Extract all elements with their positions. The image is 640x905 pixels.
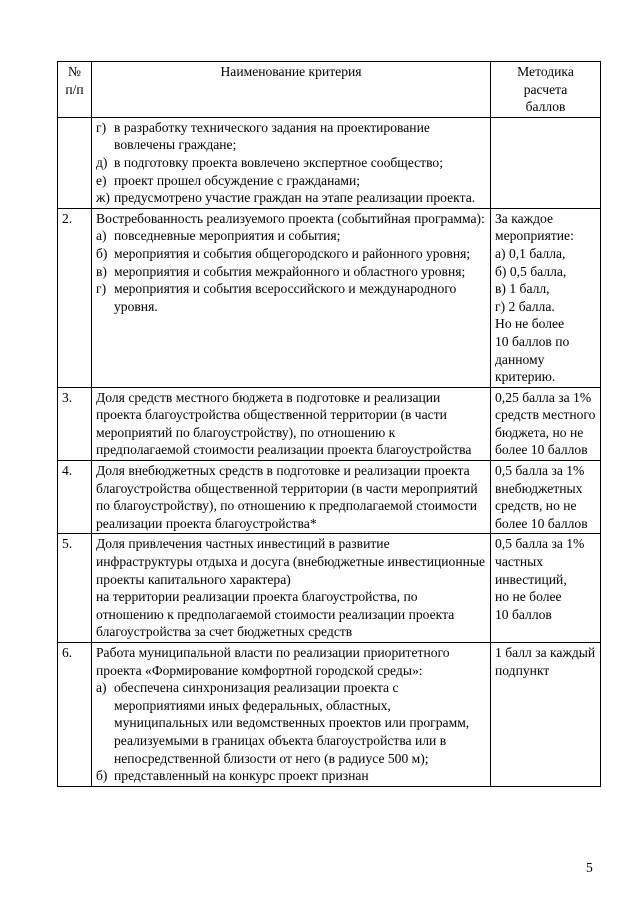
criterion-name [92, 461, 491, 534]
criterion-name [92, 387, 491, 460]
scoring-method-line: бюджета, но не [495, 424, 584, 440]
scoring-method-line: частных [495, 554, 544, 570]
row-number: 6. [58, 643, 92, 787]
criterion-name [92, 208, 491, 387]
list-item-text: обеспечена синхронизация реализации проекта с мероприятиями иных федеральных, областных, муниципальных или ведомственных проектов или программ, реализуемыми в границах объекта благоустройства или в непосредственной близости от него (в радиусе 500 м); [114, 680, 470, 766]
criteria-table [57, 61, 601, 787]
scoring-method [491, 387, 601, 460]
scoring-method-line: 10 баллов [495, 606, 552, 622]
list-item-text: представленный на конкурс проект признан [114, 768, 369, 784]
scoring-method-line: средств, но не [495, 498, 577, 514]
scoring-method-line: подпункт [495, 662, 550, 678]
scoring-method-line: в) 1 балл, [495, 281, 550, 297]
list-item-marker: а) [96, 680, 107, 696]
list-item-marker: ж) [96, 190, 110, 206]
table-row [58, 117, 601, 208]
criterion-text: Востребованность реализуемого проекта (событийная программа): [96, 210, 485, 226]
list-item-text: мероприятия и события межрайонного и областного уровня; [114, 263, 466, 279]
scoring-method-line: Но не более [495, 316, 565, 332]
list-item [96, 263, 486, 281]
table-row [58, 208, 601, 387]
scoring-method-line: средств местного [495, 407, 596, 423]
row-number: 5. [58, 534, 92, 643]
table-row [58, 461, 601, 534]
scoring-method-line: 0,5 балла за 1% [495, 463, 585, 479]
scoring-method-line: г) 2 балла. [495, 298, 555, 314]
scoring-method [491, 208, 601, 387]
list-item-text: предусмотрено участие граждан на этапе реализации проекта. [114, 190, 476, 206]
scoring-method [491, 534, 601, 643]
criterion-text: Доля привлечения частных инвестиций в развитие инфраструктуры отдыха и досуга (внебюджетные инвестиционные проекты капитального характера) [96, 536, 486, 587]
list-item [96, 119, 486, 154]
scoring-method-line: 0,25 балла за 1% [495, 389, 592, 405]
page-number: 5 [586, 860, 593, 875]
scoring-method-line: но не более [495, 589, 562, 605]
criterion-name [92, 643, 491, 787]
row-number: 2. [58, 208, 92, 387]
criterion-name [92, 534, 491, 643]
list-item-text: в разработку технического задания на проектирование вовлечены граждане; [114, 119, 430, 153]
criterion-subitems [96, 679, 486, 785]
list-item-marker: б) [96, 245, 108, 261]
scoring-method-line: инвестиций, [495, 571, 567, 587]
scoring-method-line: более 10 баллов [495, 442, 588, 458]
list-item [96, 767, 486, 785]
table-row [58, 643, 601, 787]
scoring-method-line: данному [495, 351, 545, 367]
scoring-method-line: более 10 баллов [495, 515, 588, 531]
scoring-method-line: 0,5 балла за 1% [495, 536, 585, 552]
criterion-name [92, 117, 491, 208]
list-item-text: проект прошел обсуждение с гражданами; [114, 172, 361, 188]
row-number [58, 117, 92, 208]
list-item-text: повседневные мероприятия и события; [114, 228, 341, 244]
scoring-method-line: мероприятие: [495, 228, 574, 244]
list-item-marker: а) [96, 228, 107, 244]
header-criterion-name: Наименование критерия [92, 62, 491, 118]
list-item-marker: в) [96, 263, 107, 279]
row-number: 3. [58, 387, 92, 460]
header-number: № п/п [58, 62, 92, 118]
list-item-marker: г) [96, 119, 107, 135]
scoring-method [491, 643, 601, 787]
list-item [96, 245, 486, 263]
list-item-marker: е) [96, 172, 107, 188]
criterion-text: Работа муниципальной власти по реализации приоритетного проекта «Формирование комфортной городской среды»: [96, 645, 450, 678]
list-item [96, 154, 486, 172]
table-row [58, 387, 601, 460]
scoring-method-line: критерию. [495, 369, 556, 385]
scoring-method [491, 117, 601, 208]
criterion-subitems [96, 119, 486, 207]
scoring-method-line: внебюджетных [495, 480, 583, 496]
list-item-text: мероприятия и события общегородского и районного уровня; [114, 245, 471, 261]
criterion-text: на территории реализации проекта благоустройства, по отношению к предполагаемой стоимости реализации проекта благоустройства за счет бюджетных средств [96, 589, 455, 640]
table-row [58, 534, 601, 643]
scoring-method-line: 10 баллов по [495, 333, 570, 349]
criterion-subitems [96, 227, 486, 315]
criterion-text: Доля внебюджетных средств в подготовке и реализации проекта благоустройства общественной территории (в части мероприятий по благоустройству), по отношению к предполагаемой стоимости реализации проекта благоустройства* [96, 463, 478, 531]
scoring-method [491, 461, 601, 534]
list-item-marker: д) [96, 154, 108, 170]
list-item [96, 280, 486, 315]
criterion-text: Доля средств местного бюджета в подготовке и реализации проекта благоустройства общественной территории (в части мероприятий по благоустройству), по отношению к предполагаемой стоимости реализации проекта благоустройства [96, 389, 472, 458]
header-method: Методика расчета баллов [491, 62, 601, 118]
table-header-row [58, 62, 601, 118]
scoring-method-line: б) 0,5 балла, [495, 263, 567, 279]
list-item [96, 172, 486, 190]
list-item [96, 227, 486, 245]
list-item [96, 679, 486, 767]
scoring-method-line: а) 0,1 балла, [495, 245, 566, 261]
list-item-text: мероприятия и события всероссийского и международного уровня. [114, 281, 457, 314]
row-number: 4. [58, 461, 92, 534]
scoring-method-line: 1 балл за каждый [495, 645, 596, 660]
list-item-marker: г) [96, 281, 107, 297]
list-item-text: в подготовку проекта вовлечено экспертное сообщество; [114, 154, 443, 170]
list-item-marker: б) [96, 768, 108, 784]
scoring-method-line: За каждое [495, 210, 553, 226]
list-item [96, 189, 486, 207]
